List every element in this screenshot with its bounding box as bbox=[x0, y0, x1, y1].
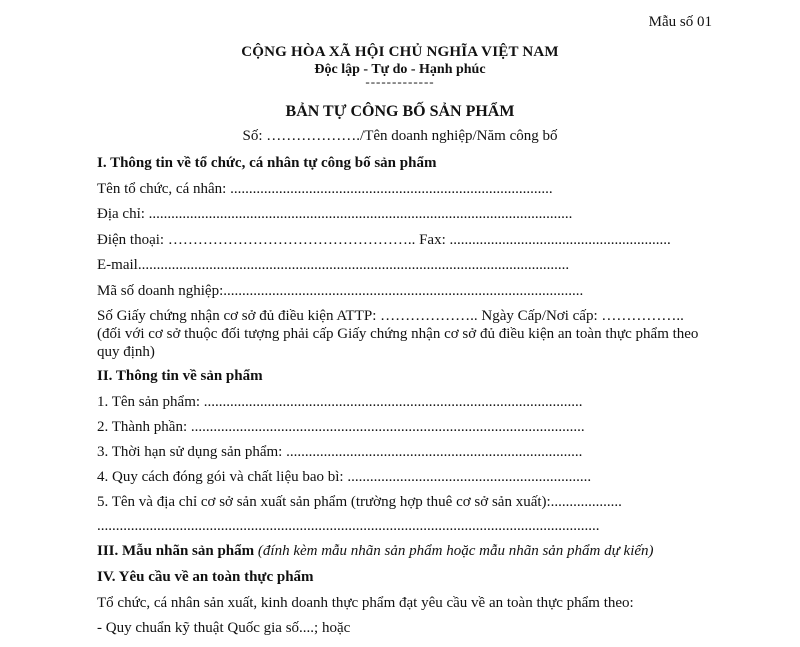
nation-header: CỘNG HÒA XÃ HỘI CHỦ NGHĨA VIỆT NAM bbox=[241, 44, 559, 60]
section1-heading: I. Thông tin về tổ chức, cá nhân tự công bố sản phẩm bbox=[97, 155, 437, 171]
address-field: Địa chỉ: ................................................................................................................. bbox=[97, 206, 573, 222]
ingredients-field: 2. Thành phần: ......................................................................................................... bbox=[97, 419, 585, 435]
document-number: Số: ………………./Tên doanh nghiệp/Năm công bố bbox=[242, 128, 558, 144]
shelf-life-field: 3. Thời hạn sử dụng sản phẩm: ............................................................................... bbox=[97, 444, 583, 460]
section3-note: (đính kèm mẫu nhãn sản phẩm hoặc mẫu nhãn sản phẩm dự kiến) bbox=[257, 543, 654, 559]
org-name-field: Tên tổ chức, cá nhân: ...................................................................................... bbox=[97, 181, 553, 197]
manufacturer-field: 5. Tên và địa chỉ cơ sở sản xuất sản phẩm (trường hợp thuê cơ sở sản xuất):................... bbox=[97, 494, 622, 510]
manufacturer-field-continued: ...................................................................................................................................... bbox=[97, 518, 600, 534]
section4-text: Tổ chức, cá nhân sản xuất, kinh doanh thực phẩm đạt yêu cầu về an toàn thực phẩm theo: bbox=[97, 595, 634, 611]
section2-heading: II. Thông tin về sản phẩm bbox=[97, 368, 263, 384]
product-name-field: 1. Tên sản phẩm: ..................................................................................................... bbox=[97, 394, 583, 410]
packaging-field: 4. Quy cách đóng gói và chất liệu bao bì: ................................................................. bbox=[97, 469, 592, 485]
section3-heading: III. Mẫu nhãn sản phẩm bbox=[97, 543, 255, 559]
phone-fax-field: Điện thoại: ………………………………………….. Fax: ........................................................... bbox=[97, 232, 671, 248]
section4-heading: IV. Yêu cầu về an toàn thực phẩm bbox=[97, 569, 314, 585]
motto: Độc lập - Tự do - Hạnh phúc bbox=[314, 62, 486, 77]
email-field: E-mail................................................................................................................... bbox=[97, 257, 570, 273]
section3-line bbox=[97, 543, 654, 560]
certificate-field: Số Giấy chứng nhận cơ sở đủ điều kiện ATTP: ……………….. Ngày Cấp/Nơi cấp: …………….. (đối với cơ sở thuộc đối tượng phải cấp Giấy chứng nhận cơ sở đủ điều kiện an toàn thực phẩm theo quy định) bbox=[97, 308, 699, 360]
section4-item1: - Quy chuẩn kỹ thuật Quốc gia số....; hoặc bbox=[97, 620, 351, 636]
form-number: Mẫu số 01 bbox=[648, 14, 712, 30]
document-title: BẢN TỰ CÔNG BỐ SẢN PHẨM bbox=[285, 103, 515, 120]
tax-code-field: Mã số doanh nghiệp:................................................................................................ bbox=[97, 283, 584, 299]
header-separator: ------------- bbox=[365, 74, 435, 89]
